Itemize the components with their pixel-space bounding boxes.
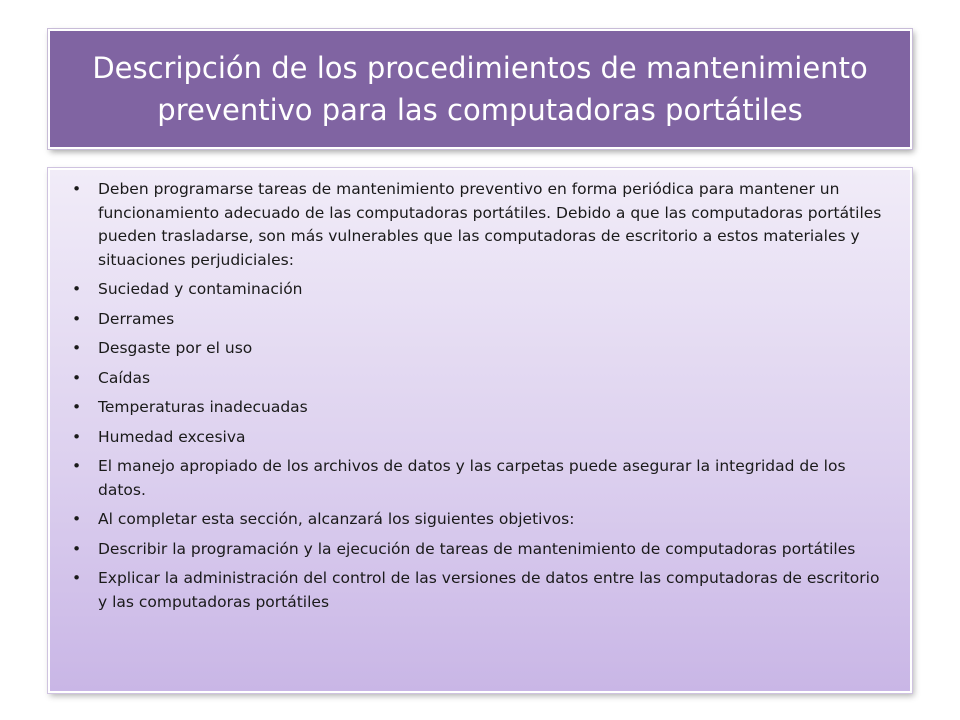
bullet-text: Explicar la administración del control de las versiones de datos entre las computadoras de escritorio y las computadoras portátiles	[98, 569, 880, 611]
bullet-text: Desgaste por el uso	[98, 339, 253, 357]
bullet-item	[72, 308, 886, 332]
bullet-item	[72, 337, 886, 361]
title-box	[48, 29, 912, 149]
bullet-item	[72, 396, 886, 420]
bullet-item	[72, 367, 886, 391]
bullet-list	[72, 178, 886, 614]
bullet-dot: •	[72, 309, 82, 328]
bullet-text: Suciedad y contaminación	[98, 280, 303, 298]
content-box	[48, 168, 912, 693]
bullet-text: Describir la programación y la ejecución de tareas de mantenimiento de computadoras portátiles	[98, 539, 856, 558]
bullet-dot: •	[72, 368, 82, 387]
bullet-dot: •	[72, 510, 82, 528]
bullet-text: Humedad excesiva	[98, 427, 246, 446]
bullet-text: Temperaturas inadecuadas	[98, 398, 308, 416]
bullet-dot: •	[72, 457, 82, 475]
bullet-text: Deben programarse tareas de mantenimiento preventivo en forma periódica para mantener un funcionamiento adecuado de las computadoras portátiles. Debido a que las computadoras portátiles pueden trasladarse, son más vulnerables que las computadoras de escritorio a estos materiales y situaciones perjudiciales:	[98, 180, 882, 269]
bullet-dot: •	[72, 427, 82, 446]
bullet-item	[72, 455, 886, 502]
bullet-text: El manejo apropiado de los archivos de datos y las carpetas puede asegurar la integridad de los datos.	[98, 457, 846, 499]
bullet-dot: •	[72, 569, 82, 587]
bullet-item	[72, 508, 886, 532]
bullet-dot: •	[72, 398, 82, 416]
bullet-dot: •	[72, 280, 82, 298]
bullet-text: Al completar esta sección, alcanzará los siguientes objetivos:	[98, 510, 575, 528]
bullet-item	[72, 538, 886, 562]
bullet-item	[72, 278, 886, 302]
bullet-dot: •	[72, 339, 82, 357]
bullet-dot: •	[72, 180, 82, 198]
bullet-item	[72, 567, 886, 614]
bullet-dot: •	[72, 539, 82, 558]
bullet-text: Derrames	[98, 309, 175, 328]
bullet-text: Caídas	[98, 368, 151, 387]
bullet-item	[72, 426, 886, 450]
slide-title: Descripción de los procedimientos de mantenimiento preventivo para las computadoras portátiles	[92, 51, 868, 127]
bullet-item	[72, 178, 886, 272]
